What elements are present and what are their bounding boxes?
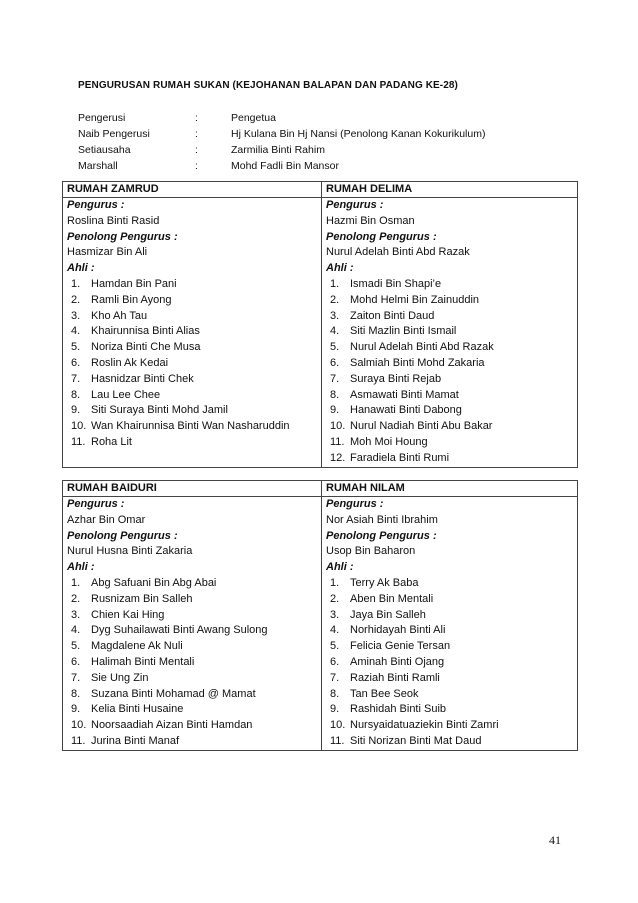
house-header: RUMAH ZAMRUD: [63, 182, 322, 198]
member-name: Rusnizam Bin Salleh: [91, 592, 193, 605]
house-cell: [63, 497, 322, 751]
member-number: 1.: [330, 576, 340, 589]
member-item: [326, 655, 573, 671]
house-cell: [322, 198, 578, 468]
member-name: Suzana Binti Mohamad @ Mamat: [91, 687, 256, 700]
member-name: Asmawati Binti Mamat: [350, 388, 459, 401]
member-number: 10.: [330, 719, 346, 732]
member-item: [67, 576, 317, 592]
member-item: [67, 608, 317, 624]
member-item: [326, 718, 573, 734]
member-number: 5.: [330, 341, 340, 354]
member-number: 1.: [71, 277, 81, 290]
member-name: Hamdan Bin Pani: [91, 277, 177, 290]
member-number: 9.: [71, 404, 81, 417]
member-item: [67, 324, 317, 340]
member-number: 4.: [330, 325, 340, 338]
member-name: Siti Mazlin Binti Ismail: [350, 325, 457, 338]
official-separator: :: [195, 160, 198, 172]
member-item: [67, 639, 317, 655]
official-separator: :: [195, 144, 198, 156]
member-item: [326, 734, 573, 750]
member-number: 5.: [71, 640, 81, 653]
member-name: Hanawati Binti Dabong: [350, 404, 462, 417]
houses-table-2: [62, 480, 578, 751]
member-name: Felicia Genie Tersan: [350, 640, 451, 653]
member-number: 11.: [330, 435, 345, 448]
official-row: [78, 110, 485, 126]
official-row: [78, 142, 485, 158]
penolong-pengurus-label: Penolong Pengurus :: [67, 230, 178, 243]
member-item: [67, 435, 317, 451]
member-item: [326, 403, 573, 419]
member-number: 8.: [71, 687, 81, 700]
member-number: 1.: [330, 277, 340, 290]
member-name: Siti Suraya Binti Mohd Jamil: [91, 404, 228, 417]
member-item: [326, 435, 573, 451]
member-name: Zaiton Binti Daud: [350, 309, 435, 322]
member-number: 12.: [330, 451, 346, 464]
official-name: Pengetua: [231, 112, 276, 124]
member-item: [67, 671, 317, 687]
member-name: Kelia Binti Husaine: [91, 703, 184, 716]
member-number: 4.: [71, 325, 81, 338]
member-item: [67, 419, 317, 435]
member-item: [326, 592, 573, 608]
member-name: Kho Ah Tau: [91, 309, 148, 322]
member-item: [326, 576, 573, 592]
member-number: 9.: [330, 703, 340, 716]
member-number: 11.: [71, 734, 86, 747]
member-item: [326, 419, 573, 435]
member-item: [326, 671, 573, 687]
member-number: 9.: [330, 404, 340, 417]
official-row: [78, 158, 485, 174]
member-number: 6.: [330, 356, 340, 369]
member-item: [67, 718, 317, 734]
member-item: [67, 372, 317, 388]
member-name: Magdalene Ak Nuli: [91, 640, 183, 653]
member-item: [67, 277, 317, 293]
member-name: Jurina Binti Manaf: [91, 734, 180, 747]
member-number: 3.: [71, 309, 81, 322]
member-item: [67, 388, 317, 404]
official-role: Pengerusi: [78, 112, 126, 124]
pengurus-label: Pengurus :: [326, 199, 384, 211]
house-cell: [322, 497, 578, 751]
member-number: 11.: [71, 435, 86, 448]
pengurus-name: Azhar Bin Omar: [67, 513, 146, 526]
member-number: 2.: [330, 592, 340, 605]
penolong-pengurus-label: Penolong Pengurus :: [326, 529, 437, 542]
member-item: [67, 655, 317, 671]
member-number: 8.: [71, 388, 81, 401]
member-item: [326, 309, 573, 325]
pengurus-label: Pengurus :: [67, 199, 125, 211]
member-name: Nursyaidatuaziekin Binti Zamri: [350, 719, 499, 732]
official-separator: :: [195, 128, 198, 140]
member-name: Terry Ak Baba: [350, 576, 419, 589]
member-name: Nurul Nadiah Binti Abu Bakar: [350, 420, 493, 433]
member-item: [67, 340, 317, 356]
official-separator: :: [195, 112, 198, 124]
member-name: Tan Bee Seok: [350, 687, 419, 700]
pengurus-name: Hazmi Bin Osman: [326, 214, 415, 227]
member-name: Noriza Binti Che Musa: [91, 341, 201, 354]
member-item: [67, 623, 317, 639]
penolong-pengurus-name: Hasmizar Bin Ali: [67, 246, 148, 259]
member-name: Siti Norizan Binti Mat Daud: [350, 734, 482, 747]
member-item: [326, 356, 573, 372]
ahli-label: Ahli :: [67, 262, 95, 275]
member-name: Aminah Binti Ojang: [350, 655, 445, 668]
member-item: [326, 608, 573, 624]
penolong-pengurus-label: Penolong Pengurus :: [67, 529, 178, 542]
member-item: [326, 372, 573, 388]
member-name: Raziah Binti Ramli: [350, 671, 440, 684]
official-role: Setiausaha: [78, 144, 131, 156]
member-number: 7.: [330, 372, 340, 385]
member-number: 7.: [71, 372, 81, 385]
member-item: [326, 623, 573, 639]
member-number: 8.: [330, 687, 340, 700]
member-item: [326, 340, 573, 356]
official-row: [78, 126, 485, 142]
member-number: 6.: [71, 655, 81, 668]
member-name: Rashidah Binti Suib: [350, 703, 447, 716]
member-item: [67, 702, 317, 718]
pengurus-name: Roslina Binti Rasid: [67, 214, 160, 227]
member-number: 4.: [71, 624, 81, 637]
member-name: Faradiela Binti Rumi: [350, 451, 450, 464]
official-name: Mohd Fadli Bin Mansor: [231, 160, 339, 172]
member-name: Roslin Ak Kedai: [91, 356, 169, 369]
member-item: [326, 277, 573, 293]
member-name: Hasnidzar Binti Chek: [91, 372, 194, 385]
member-number: 8.: [330, 388, 340, 401]
member-number: 5.: [71, 341, 81, 354]
member-number: 10.: [71, 420, 87, 433]
member-number: 3.: [330, 608, 340, 621]
member-item: [67, 293, 317, 309]
member-name: Wan Khairunnisa Binti Wan Nasharuddin: [91, 420, 290, 433]
member-name: Roha Lit: [91, 435, 132, 448]
member-name: Sie Ung Zin: [91, 671, 149, 684]
member-item: [67, 687, 317, 703]
member-name: Suraya Binti Rejab: [350, 372, 442, 385]
member-name: Noorsaadiah Aizan Binti Hamdan: [91, 719, 253, 732]
member-name: Jaya Bin Salleh: [350, 608, 426, 621]
house-cell: [63, 198, 322, 468]
member-name: Ramli Bin Ayong: [91, 293, 172, 306]
house-header: RUMAH BAIDURI: [63, 481, 322, 497]
penolong-pengurus-label: Penolong Pengurus :: [326, 230, 437, 243]
official-role: Naib Pengerusi: [78, 128, 150, 140]
member-item: [326, 388, 573, 404]
member-number: 9.: [71, 703, 81, 716]
member-number: 10.: [330, 420, 346, 433]
pengurus-label: Pengurus :: [326, 498, 384, 510]
member-number: 2.: [330, 293, 340, 306]
member-name: Chien Kai Hing: [91, 608, 165, 621]
member-name: Dyg Suhailawati Binti Awang Sulong: [91, 624, 268, 637]
houses-table-1: [62, 181, 578, 468]
member-number: 6.: [330, 655, 340, 668]
member-name: Mohd Helmi Bin Zainuddin: [350, 293, 480, 306]
member-name: Ismadi Bin Shapi’e: [350, 277, 442, 290]
house-header: RUMAH NILAM: [322, 481, 578, 497]
ahli-label: Ahli :: [67, 561, 95, 574]
member-name: Aben Bin Mentali: [350, 592, 434, 605]
member-number: 10.: [71, 719, 87, 732]
member-name: Khairunnisa Binti Alias: [91, 325, 200, 338]
member-name: Abg Safuani Bin Abg Abai: [91, 576, 217, 589]
official-role: Marshall: [78, 160, 118, 172]
member-item: [67, 403, 317, 419]
member-number: 3.: [330, 309, 340, 322]
penolong-pengurus-name: Nurul Husna Binti Zakaria: [67, 545, 193, 558]
member-name: Salmiah Binti Mohd Zakaria: [350, 356, 485, 369]
member-name: Moh Moi Houng: [350, 435, 428, 448]
member-item: [67, 592, 317, 608]
member-number: 4.: [330, 624, 340, 637]
member-item: [326, 639, 573, 655]
member-item: [67, 356, 317, 372]
penolong-pengurus-name: Nurul Adelah Binti Abd Razak: [326, 246, 470, 259]
member-number: 3.: [71, 608, 81, 621]
member-name: Halimah Binti Mentali: [91, 655, 195, 668]
member-number: 1.: [71, 576, 81, 589]
member-number: 5.: [330, 640, 340, 653]
house-header: RUMAH DELIMA: [322, 182, 578, 198]
member-number: 11.: [330, 734, 345, 747]
official-name: Hj Kulana Bin Hj Nansi (Penolong Kanan Kokurikulum): [231, 128, 486, 140]
member-number: 7.: [330, 671, 340, 684]
member-name: Lau Lee Chee: [91, 388, 161, 401]
penolong-pengurus-name: Usop Bin Baharon: [326, 545, 416, 558]
member-name: Nurul Adelah Binti Abd Razak: [350, 341, 494, 354]
pengurus-label: Pengurus :: [67, 498, 125, 510]
member-number: 2.: [71, 592, 81, 605]
page-number: 41: [549, 833, 561, 847]
member-item: [326, 451, 573, 467]
member-item: [326, 293, 573, 309]
ahli-label: Ahli :: [326, 262, 354, 275]
member-item: [326, 324, 573, 340]
member-number: 6.: [71, 356, 81, 369]
member-number: 7.: [71, 671, 81, 684]
pengurus-name: Nor Asiah Binti Ibrahim: [326, 513, 438, 526]
member-name: Norhidayah Binti Ali: [350, 624, 446, 637]
member-number: 2.: [71, 293, 81, 306]
member-item: [326, 687, 573, 703]
officials-list: [78, 110, 485, 174]
ahli-label: Ahli :: [326, 561, 354, 574]
member-item: [326, 702, 573, 718]
member-item: [67, 734, 317, 750]
member-item: [67, 309, 317, 325]
official-name: Zarmilia Binti Rahim: [231, 144, 325, 156]
page-title: PENGURUSAN RUMAH SUKAN (KEJOHANAN BALAPAN DAN PADANG KE-28): [78, 80, 458, 91]
